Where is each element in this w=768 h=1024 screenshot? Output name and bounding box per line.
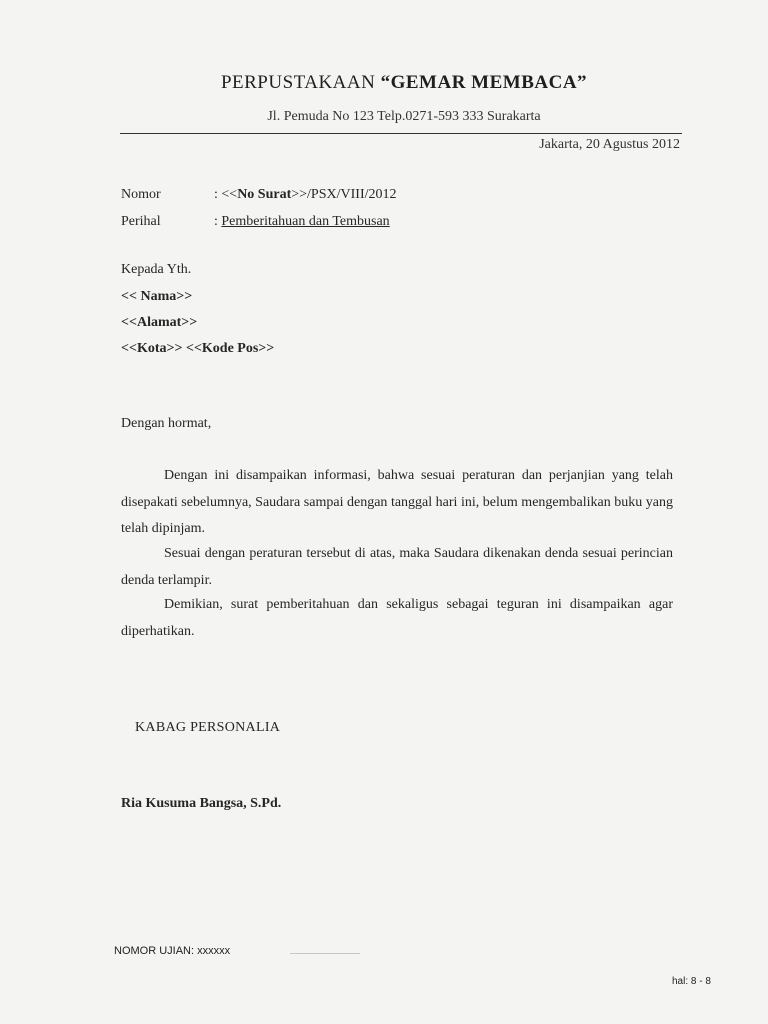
exam-number-value: xxxxxx [197, 945, 231, 957]
perihal-subject: Pemberitahuan dan Tembusan [221, 214, 390, 229]
recipient-address: <<Alamat>> [121, 315, 198, 330]
page-number: hal: 8 - 8 [672, 976, 711, 987]
nomor-label: Nomor [121, 187, 161, 202]
body-paragraph-2: Sesuai dengan peraturan tersebut di atas, maka Saudara dikenakan denda sesuai perincian denda terlampir. [121, 546, 673, 588]
perihal-value [214, 214, 390, 230]
recipient-greeting: Kepada Yth. [121, 262, 192, 277]
signature-position: KABAG PERSONALIA [135, 720, 281, 735]
footer-line [290, 953, 360, 954]
recipient-name: << Nama>> [121, 289, 193, 304]
header-divider [120, 133, 682, 135]
body-paragraph-3: Demikian, surat pemberitahuan dan sekaligus sebagai teguran ini disampaikan agar diperhatikan. [121, 597, 673, 639]
nomor-bold: No Surat [237, 187, 292, 202]
exam-number [114, 945, 230, 957]
exam-number-label: NOMOR UJIAN: [114, 945, 198, 957]
nomor-prefix: : << [214, 187, 238, 202]
letterhead-address: Jl. Pemuda No 123 Telp.0271-593 333 Surakarta [267, 109, 541, 124]
letter-date: Jakarta, 20 Agustus 2012 [539, 137, 680, 152]
letterhead-title-name: “GEMAR MEMBACA” [380, 72, 588, 93]
recipient-city: <<Kota>> <<Kode Pos>> [121, 341, 275, 356]
letterhead-title-prefix: PERPUSTAKAAN [220, 72, 381, 93]
perihal-prefix: : [214, 214, 222, 229]
salutation: Dengan hormat, [121, 416, 212, 431]
nomor-suffix: >>/PSX/VIII/2012 [291, 187, 397, 202]
perihal-label: Perihal [121, 214, 161, 229]
letterhead-title [0, 72, 768, 94]
nomor-value [214, 187, 397, 203]
body-paragraph-1: Dengan ini disampaikan informasi, bahwa sesuai peraturan dan perjanjian yang telah disepakati sebelumnya, Saudara sampai dengan tanggal hari ini, belum mengembalikan buku yang telah dipinjam. [121, 468, 673, 536]
signature-name: Ria Kusuma Bangsa, S.Pd. [121, 796, 282, 811]
